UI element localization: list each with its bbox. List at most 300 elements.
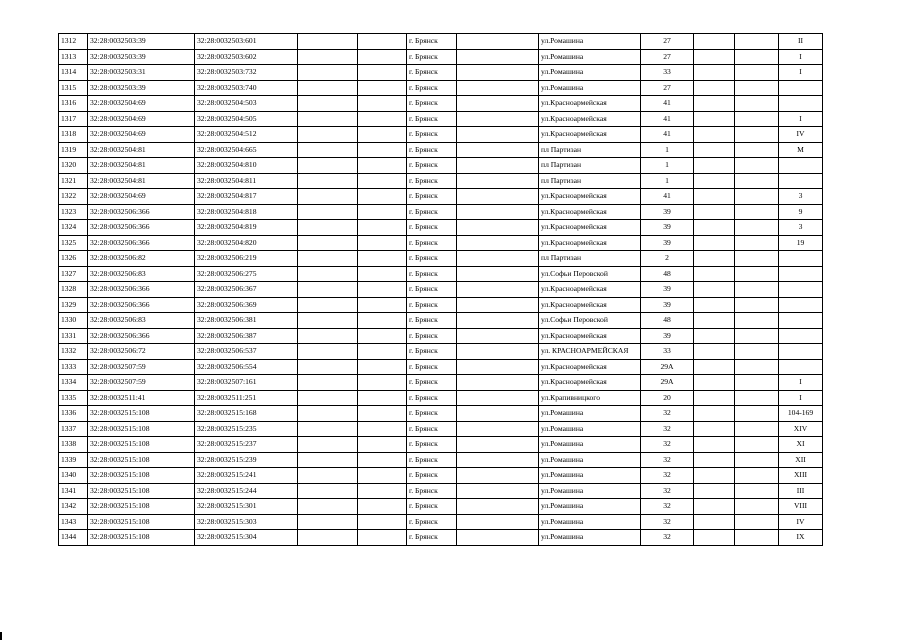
empty-cell [694,111,735,127]
house-number-cell: 27 [641,80,694,96]
table-row [59,34,823,50]
parcel-number-cell: 32:28:0032503:39 [88,49,195,65]
empty-cell [358,173,407,189]
empty-cell [358,344,407,360]
row-number-cell: 1336 [59,406,88,422]
parcel-number-cell: 32:28:0032504:81 [88,158,195,174]
empty-cell [457,266,539,282]
empty-cell [358,421,407,437]
empty-cell [457,421,539,437]
unit-number-cell: IV [779,127,823,143]
row-number-cell: 1325 [59,235,88,251]
empty-cell [457,65,539,81]
empty-cell [298,468,358,484]
row-number-cell: 1337 [59,421,88,437]
parcel-number-cell: 32:28:0032504:81 [88,142,195,158]
table-row [59,173,823,189]
object-number-cell: 32:28:0032506:369 [195,297,298,313]
empty-cell [694,406,735,422]
unit-number-cell: XI [779,437,823,453]
object-number-cell: 32:28:0032504:820 [195,235,298,251]
street-cell: пл Партизан [539,251,641,267]
table-row [59,235,823,251]
street-cell: ул.Ромашина [539,468,641,484]
empty-cell [735,111,779,127]
row-number-cell: 1334 [59,375,88,391]
empty-cell [298,313,358,329]
empty-cell [735,328,779,344]
empty-cell [358,251,407,267]
empty-cell [735,514,779,530]
city-cell: г. Брянск [407,297,457,313]
parcel-number-cell: 32:28:0032515:108 [88,530,195,546]
row-number-cell: 1335 [59,390,88,406]
parcel-number-cell: 32:28:0032515:108 [88,499,195,515]
object-number-cell: 32:28:0032504:503 [195,96,298,112]
street-cell: пл Партизан [539,142,641,158]
row-number-cell: 1314 [59,65,88,81]
empty-cell [298,406,358,422]
row-number-cell: 1313 [59,49,88,65]
city-cell: г. Брянск [407,34,457,50]
object-number-cell: 32:28:0032511:251 [195,390,298,406]
street-cell: ул.Красноармейская [539,189,641,205]
empty-cell [358,297,407,313]
table-row [59,282,823,298]
parcel-number-cell: 32:28:0032503:31 [88,65,195,81]
house-number-cell: 27 [641,34,694,50]
city-cell: г. Брянск [407,49,457,65]
empty-cell [694,313,735,329]
house-number-cell: 48 [641,266,694,282]
row-number-cell: 1327 [59,266,88,282]
empty-cell [358,189,407,205]
house-number-cell: 20 [641,390,694,406]
table-row [59,344,823,360]
unit-number-cell: I [779,375,823,391]
empty-cell [694,189,735,205]
empty-cell [735,266,779,282]
house-number-cell: 39 [641,297,694,313]
parcel-number-cell: 32:28:0032506:366 [88,297,195,313]
empty-cell [735,65,779,81]
empty-cell [694,483,735,499]
city-cell: г. Брянск [407,173,457,189]
empty-cell [457,80,539,96]
unit-number-cell [779,96,823,112]
parcel-number-cell: 32:28:0032504:69 [88,111,195,127]
object-number-cell: 32:28:0032503:601 [195,34,298,50]
unit-number-cell [779,80,823,96]
table-row [59,468,823,484]
empty-cell [735,127,779,143]
house-number-cell: 41 [641,127,694,143]
empty-cell [735,220,779,236]
empty-cell [358,158,407,174]
parcel-number-cell: 32:28:0032515:108 [88,406,195,422]
city-cell: г. Брянск [407,514,457,530]
street-cell: ул.Ромашина [539,34,641,50]
city-cell: г. Брянск [407,483,457,499]
object-number-cell: 32:28:0032506:275 [195,266,298,282]
empty-cell [735,297,779,313]
empty-cell [457,390,539,406]
city-cell: г. Брянск [407,142,457,158]
empty-cell [735,375,779,391]
house-number-cell: 2 [641,251,694,267]
table-row [59,375,823,391]
empty-cell [457,142,539,158]
object-number-cell: 32:28:0032515:168 [195,406,298,422]
table-row [59,328,823,344]
street-cell: ул.Ромашина [539,483,641,499]
unit-number-cell [779,328,823,344]
street-cell: ул.Софьи Перовской [539,313,641,329]
city-cell: г. Брянск [407,328,457,344]
row-number-cell: 1329 [59,297,88,313]
street-cell: пл Партизан [539,173,641,189]
street-cell: ул.Крапивницкого [539,390,641,406]
empty-cell [358,34,407,50]
table-row [59,452,823,468]
table-row [59,530,823,546]
empty-cell [358,80,407,96]
object-number-cell: 32:28:0032506:381 [195,313,298,329]
house-number-cell: 48 [641,313,694,329]
empty-cell [298,80,358,96]
street-cell: ул.Ромашина [539,437,641,453]
empty-cell [298,49,358,65]
house-number-cell: 27 [641,49,694,65]
empty-cell [735,390,779,406]
city-cell: г. Брянск [407,530,457,546]
house-number-cell: 41 [641,96,694,112]
house-number-cell: 32 [641,421,694,437]
parcel-number-cell: 32:28:0032503:39 [88,80,195,96]
street-cell: ул.Ромашина [539,421,641,437]
house-number-cell: 1 [641,173,694,189]
empty-cell [735,313,779,329]
city-cell: г. Брянск [407,452,457,468]
house-number-cell: 1 [641,158,694,174]
empty-cell [457,406,539,422]
empty-cell [457,220,539,236]
empty-cell [694,328,735,344]
object-number-cell: 32:28:0032503:732 [195,65,298,81]
row-number-cell: 1324 [59,220,88,236]
empty-cell [735,34,779,50]
city-cell: г. Брянск [407,204,457,220]
empty-cell [457,499,539,515]
table-row [59,127,823,143]
empty-cell [694,344,735,360]
street-cell: ул.Красноармейская [539,111,641,127]
row-number-cell: 1330 [59,313,88,329]
street-cell: ул.Красноармейская [539,375,641,391]
city-cell: г. Брянск [407,220,457,236]
empty-cell [735,344,779,360]
empty-cell [457,514,539,530]
street-cell: ул.Ромашина [539,452,641,468]
empty-cell [298,266,358,282]
empty-cell [298,251,358,267]
parcel-number-cell: 32:28:0032504:69 [88,96,195,112]
object-number-cell: 32:28:0032506:554 [195,359,298,375]
empty-cell [358,96,407,112]
empty-cell [735,235,779,251]
unit-number-cell: XII [779,452,823,468]
empty-cell [457,282,539,298]
city-cell: г. Брянск [407,406,457,422]
object-number-cell: 32:28:0032504:665 [195,142,298,158]
street-cell: ул.Красноармейская [539,235,641,251]
empty-cell [457,468,539,484]
unit-number-cell: IV [779,514,823,530]
parcel-number-cell: 32:28:0032506:82 [88,251,195,267]
empty-cell [694,204,735,220]
house-number-cell: 32 [641,483,694,499]
parcel-number-cell: 32:28:0032506:366 [88,282,195,298]
unit-number-cell [779,359,823,375]
parcel-number-cell: 32:28:0032507:59 [88,375,195,391]
empty-cell [298,173,358,189]
street-cell: ул.Красноармейская [539,328,641,344]
empty-cell [358,49,407,65]
empty-cell [694,65,735,81]
parcel-number-cell: 32:28:0032515:108 [88,483,195,499]
street-cell: ул.Ромашина [539,65,641,81]
table-row [59,189,823,205]
empty-cell [694,220,735,236]
empty-cell [298,142,358,158]
house-number-cell: 39 [641,328,694,344]
empty-cell [735,96,779,112]
row-number-cell: 1312 [59,34,88,50]
object-number-cell: 32:28:0032503:740 [195,80,298,96]
house-number-cell: 32 [641,406,694,422]
house-number-cell: 29А [641,359,694,375]
empty-cell [735,406,779,422]
empty-cell [358,530,407,546]
empty-cell [735,499,779,515]
empty-cell [298,34,358,50]
empty-cell [694,359,735,375]
empty-cell [298,375,358,391]
unit-number-cell: I [779,390,823,406]
street-cell: ул.Красноармейская [539,204,641,220]
empty-cell [457,313,539,329]
empty-cell [298,220,358,236]
unit-number-cell: 9 [779,204,823,220]
empty-cell [694,437,735,453]
object-number-cell: 32:28:0032503:602 [195,49,298,65]
empty-cell [358,514,407,530]
empty-cell [358,390,407,406]
object-number-cell: 32:28:0032515:244 [195,483,298,499]
empty-cell [694,282,735,298]
empty-cell [358,313,407,329]
empty-cell [358,375,407,391]
object-number-cell: 32:28:0032506:219 [195,251,298,267]
empty-cell [358,65,407,81]
empty-cell [735,189,779,205]
empty-cell [298,328,358,344]
table-body [59,34,823,546]
row-number-cell: 1339 [59,452,88,468]
empty-cell [298,483,358,499]
unit-number-cell: 3 [779,220,823,236]
table-row [59,266,823,282]
unit-number-cell: М [779,142,823,158]
parcel-number-cell: 32:28:0032507:59 [88,359,195,375]
empty-cell [298,65,358,81]
street-cell: ул.Ромашина [539,80,641,96]
empty-cell [735,530,779,546]
unit-number-cell: XIV [779,421,823,437]
empty-cell [735,251,779,267]
street-cell: пл Партизан [539,158,641,174]
street-cell: ул.Ромашина [539,49,641,65]
table-row [59,514,823,530]
empty-cell [694,468,735,484]
object-number-cell: 32:28:0032504:810 [195,158,298,174]
city-cell: г. Брянск [407,111,457,127]
table-row [59,65,823,81]
city-cell: г. Брянск [407,421,457,437]
house-number-cell: 41 [641,189,694,205]
empty-cell [735,49,779,65]
empty-cell [694,514,735,530]
parcel-number-cell: 32:28:0032511:41 [88,390,195,406]
empty-cell [457,189,539,205]
empty-cell [735,282,779,298]
empty-cell [735,421,779,437]
city-cell: г. Брянск [407,468,457,484]
row-number-cell: 1344 [59,530,88,546]
row-number-cell: 1342 [59,499,88,515]
city-cell: г. Брянск [407,359,457,375]
empty-cell [457,251,539,267]
object-number-cell: 32:28:0032504:512 [195,127,298,143]
empty-cell [457,297,539,313]
empty-cell [694,452,735,468]
unit-number-cell: I [779,49,823,65]
parcel-number-cell: 32:28:0032515:108 [88,514,195,530]
object-number-cell: 32:28:0032506:537 [195,344,298,360]
empty-cell [457,530,539,546]
house-number-cell: 32 [641,530,694,546]
empty-cell [358,483,407,499]
empty-cell [298,204,358,220]
empty-cell [694,158,735,174]
city-cell: г. Брянск [407,313,457,329]
unit-number-cell: II [779,34,823,50]
empty-cell [298,158,358,174]
empty-cell [358,127,407,143]
empty-cell [694,96,735,112]
row-number-cell: 1333 [59,359,88,375]
parcel-number-cell: 32:28:0032515:108 [88,437,195,453]
unit-number-cell: XIII [779,468,823,484]
table-row [59,499,823,515]
row-number-cell: 1323 [59,204,88,220]
empty-cell [298,390,358,406]
parcel-number-cell: 32:28:0032506:366 [88,328,195,344]
empty-cell [735,437,779,453]
city-cell: г. Брянск [407,499,457,515]
object-number-cell: 32:28:0032515:304 [195,530,298,546]
object-number-cell: 32:28:0032504:819 [195,220,298,236]
table-row [59,359,823,375]
unit-number-cell [779,266,823,282]
empty-cell [358,437,407,453]
empty-cell [694,251,735,267]
empty-cell [457,375,539,391]
table-row [59,204,823,220]
table-row [59,421,823,437]
row-number-cell: 1318 [59,127,88,143]
table-row [59,483,823,499]
empty-cell [298,452,358,468]
city-cell: г. Брянск [407,251,457,267]
row-number-cell: 1322 [59,189,88,205]
row-number-cell: 1331 [59,328,88,344]
empty-cell [694,266,735,282]
city-cell: г. Брянск [407,437,457,453]
scan-edge-mark [0,632,2,640]
empty-cell [358,282,407,298]
street-cell: ул.Красноармейская [539,359,641,375]
object-number-cell: 32:28:0032507:161 [195,375,298,391]
empty-cell [694,127,735,143]
table-row [59,313,823,329]
row-number-cell: 1316 [59,96,88,112]
unit-number-cell: I [779,65,823,81]
house-number-cell: 39 [641,204,694,220]
object-number-cell: 32:28:0032506:367 [195,282,298,298]
empty-cell [358,204,407,220]
empty-cell [735,158,779,174]
unit-number-cell: IX [779,530,823,546]
empty-cell [457,96,539,112]
city-cell: г. Брянск [407,96,457,112]
unit-number-cell: 104-169 [779,406,823,422]
empty-cell [298,344,358,360]
row-number-cell: 1341 [59,483,88,499]
empty-cell [298,127,358,143]
object-number-cell: 32:28:0032506:387 [195,328,298,344]
empty-cell [735,204,779,220]
empty-cell [298,282,358,298]
table-row [59,220,823,236]
unit-number-cell [779,173,823,189]
empty-cell [358,406,407,422]
empty-cell [735,359,779,375]
street-cell: ул.Ромашина [539,530,641,546]
empty-cell [694,235,735,251]
registry-table [58,33,823,546]
house-number-cell: 29А [641,375,694,391]
parcel-number-cell: 32:28:0032506:366 [88,204,195,220]
empty-cell [298,111,358,127]
city-cell: г. Брянск [407,344,457,360]
city-cell: г. Брянск [407,127,457,143]
house-number-cell: 41 [641,111,694,127]
unit-number-cell [779,158,823,174]
empty-cell [457,344,539,360]
empty-cell [735,80,779,96]
empty-cell [457,158,539,174]
